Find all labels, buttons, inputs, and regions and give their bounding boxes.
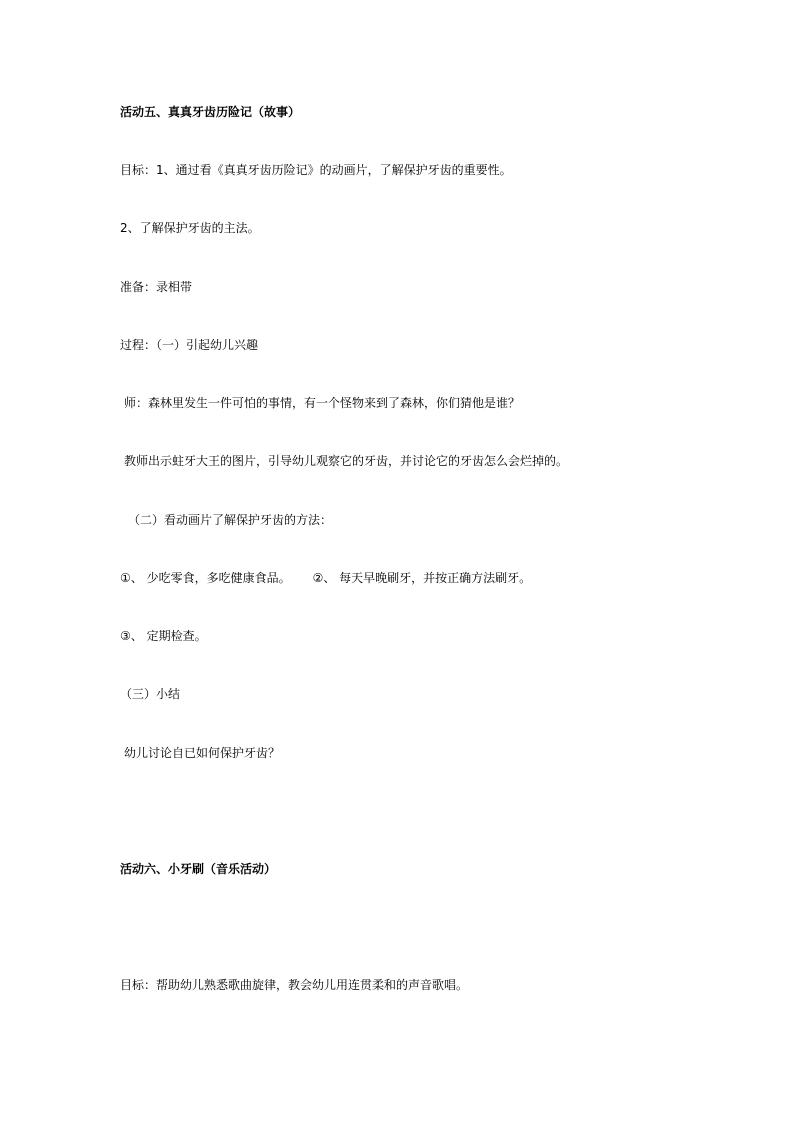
method-1: ①、 少吃零食，多吃健康食品。 xyxy=(120,571,291,585)
activity6-goal: 目标：帮助幼儿熟悉歌曲旋律，教会幼儿用连贯柔和的声音歌唱。 xyxy=(120,978,469,992)
activity5-teacher-action: 教师出示蛀牙大王的图片，引导幼儿观察它的牙齿，并讨论它的牙齿怎么会烂掉的。 xyxy=(124,454,569,468)
activity6-heading: 活动六、小牙刷（音乐活动） xyxy=(120,862,277,876)
activity5-process-title: 过程：（一）引起幼儿兴趣 xyxy=(120,338,259,352)
method-3: ③、 定期检查。 xyxy=(120,629,207,643)
activity5-summary: 幼儿讨论自已如何保护牙齿？ xyxy=(124,746,281,760)
activity5-heading: 活动五、真真牙齿历险记（故事） xyxy=(120,105,301,119)
activity5-goal-1: 目标：1、通过看《真真牙齿历险记》的动画片，了解保护牙齿的重要性。 xyxy=(120,163,512,177)
activity5-methods-row xyxy=(120,570,531,586)
activity5-goal-2: 2、了解保护牙齿的主法。 xyxy=(120,221,260,235)
activity5-preparation: 准备：录相带 xyxy=(120,280,193,294)
activity5-teacher-line: 师：森林里发生一件可怕的事情，有一个怪物来到了森林，你们猜他是谁？ xyxy=(124,396,521,410)
activity5-step2-title: （二）看动画片了解保护牙齿的方法： xyxy=(128,513,333,527)
method-2: ②、 每天早晚刷牙，并按正确方法刷牙。 xyxy=(312,571,532,585)
activity5-step3-title: （三）小结 xyxy=(120,687,181,701)
